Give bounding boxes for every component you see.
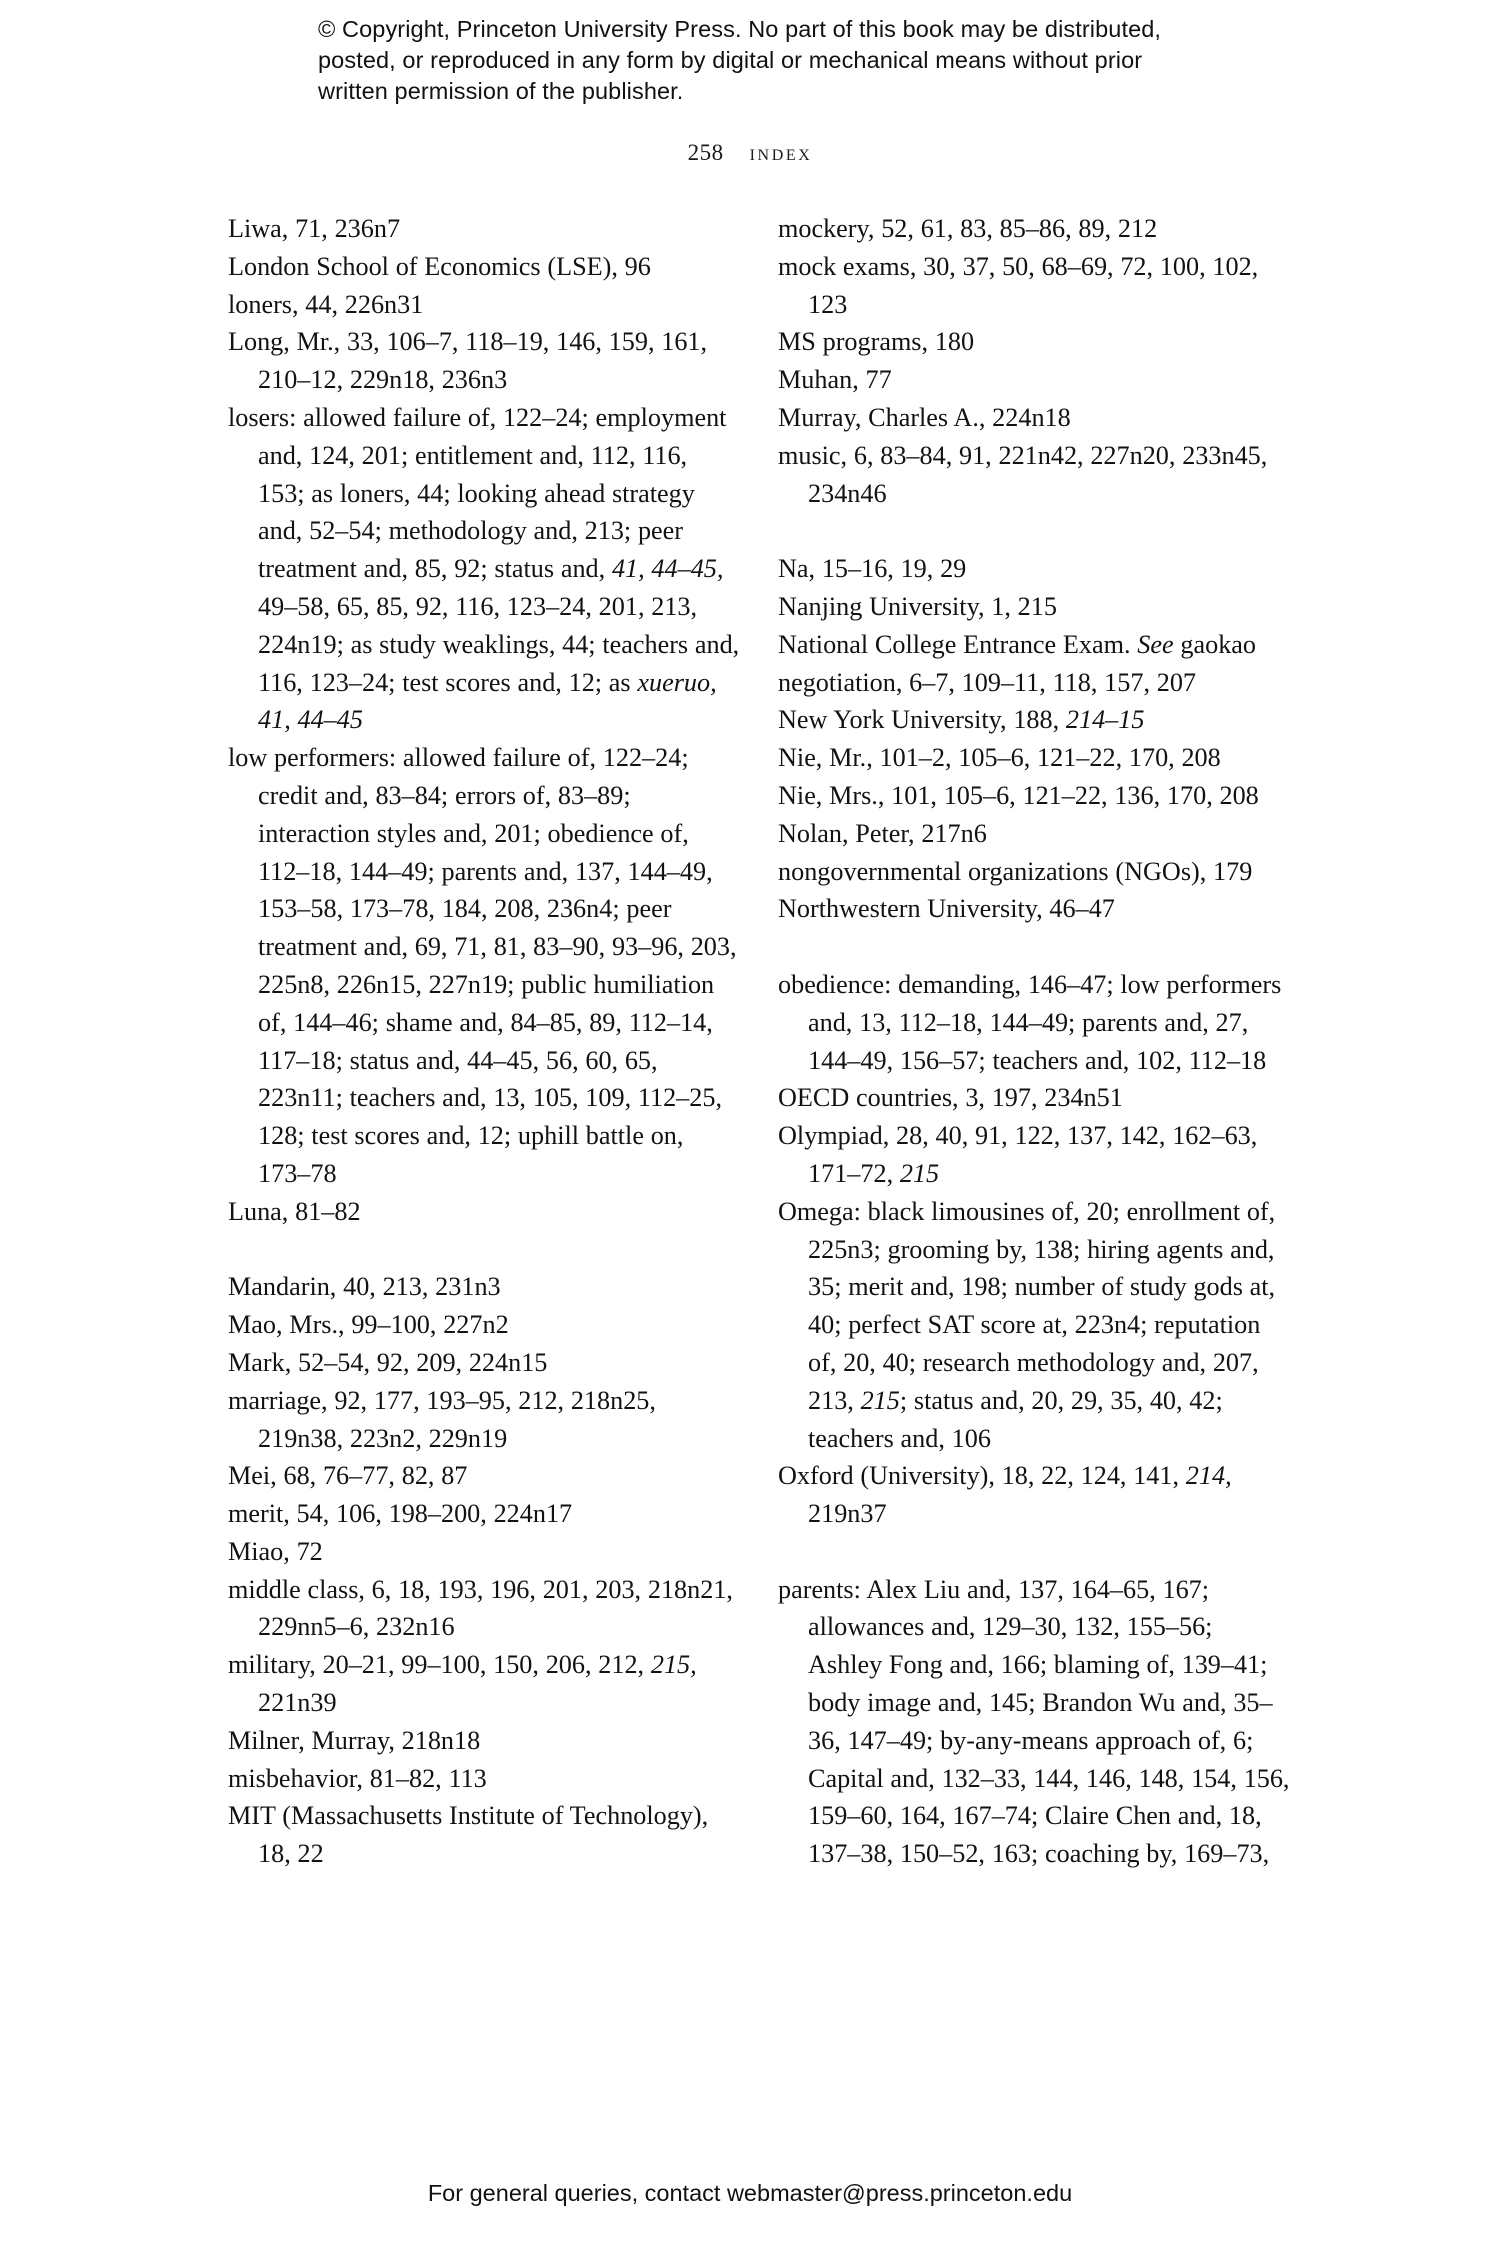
page-folio: 258 (687, 140, 724, 165)
index-entry-middle-class: middle class, 6, 18, 193, 196, 201, 203, 218n21, 229nn5–6, 232n16 (228, 1574, 733, 1642)
index-entry-national-college-entrance-exam: National College Entrance Exam. See gaokao (778, 629, 1257, 659)
index-entry-parents: parents: Alex Liu and, 137, 164–65, 167; allowances and, 129–30, 132, 155–56; Ashley Fong and, 166; blaming of, 139–41; body image and, 145; Brandon Wu and, 35–36, 147–49; by-any-means approach of, 6; Capital and, 132–33, 144, 146, 148, 154, 156, 159–60, 164, 167–74; Claire Chen and, 18, 137–38, 150–52, 163; coaching by, 169–73, (778, 1574, 1290, 1869)
index-entry-marriage: marriage, 92, 177, 193–95, 212, 218n25, 219n38, 223n2, 229n19 (228, 1385, 656, 1453)
index-entry-london-school-of-economics: London School of Economics (LSE), 96 (228, 251, 651, 281)
index-entry-mao-mrs: Mao, Mrs., 99–100, 227n2 (228, 1310, 509, 1340)
index-entry-oxford-university: Oxford (University), 18, 22, 124, 141, 214, 219n37 (778, 1461, 1232, 1529)
index-entry-murray-charles-a: Murray, Charles A., 224n18 (778, 402, 1071, 432)
copyright-notice: © Copyright, Princeton University Press. No part of this book may be distributed, posted, or reproduced in any form by digital or mechanical means without prior written permission of the publisher. (318, 16, 1162, 104)
index-entry-oecd-countries: OECD countries, 3, 197, 234n51 (778, 1083, 1123, 1113)
index-entry-mei: Mei, 68, 76–77, 82, 87 (228, 1461, 468, 1491)
index-entry-mit: MIT (Massachusetts Institute of Technology), 18, 22 (228, 1801, 709, 1869)
index-entry-low-performers: low performers: allowed failure of, 122–24; credit and, 83–84; errors of, 83–89; interaction styles and, 201; obedience of, 112–18, 144–49; parents and, 137, 144–49, 153–58, 173–78, 184, 208, 236n4; peer treatment and, 69, 71, 81, 83–90, 93–96, 203, 225n8, 226n15, 227n19; public humiliation of, 144–46; shame and, 84–85, 89, 112–14, 117–18; status and, 44–45, 56, 60, 65, 223n11; teachers and, 13, 105, 109, 112–25, 128; test scores and, 12; uphill battle on, 173–78 (228, 743, 737, 1188)
index-column-right (778, 210, 1290, 1873)
index-entry-mandarin: Mandarin, 40, 213, 231n3 (228, 1272, 501, 1302)
index-entry-losers: losers: allowed failure of, 122–24; employment and, 124, 201; entitlement and, 112, 116, 153; as loners, 44; looking ahead strategy and, 52–54; methodology and, 213; peer treatment and, 85, 92; status and, 41, 44–45, 49–58, 65, 85, 92, 116, 123–24, 201, 213, 224n19; as study weaklings, 44; teachers and, 116, 123–24; test scores and, 12; as xueruo, 41, 44–45 (228, 402, 740, 735)
index-entry-nie-mr: Nie, Mr., 101–2, 105–6, 121–22, 170, 208 (778, 743, 1221, 773)
index-entry-nongovernmental-organizations: nongovernmental organizations (NGOs), 179 (778, 856, 1253, 886)
index-entry-nolan-peter: Nolan, Peter, 217n6 (778, 818, 987, 848)
index-entry-military: military, 20–21, 99–100, 150, 206, 212, 215, 221n39 (228, 1650, 697, 1718)
index-entry-music: music, 6, 83–84, 91, 221n42, 227n20, 233n45, 234n46 (778, 440, 1268, 508)
index-entry-merit: merit, 54, 106, 198–200, 224n17 (228, 1499, 573, 1529)
index-entry-muhan: Muhan, 77 (778, 365, 892, 395)
index-entry-northwestern-university: Northwestern University, 46–47 (778, 894, 1115, 924)
index-entry-miao: Miao, 72 (228, 1536, 323, 1566)
index-entry-new-york-university: New York University, 188, 214–15 (778, 705, 1145, 735)
index-column-left (228, 210, 740, 1873)
index-entry-mock-exams: mock exams, 30, 37, 50, 68–69, 72, 100, 102, 123 (778, 251, 1259, 319)
index-entry-liwa: Liwa, 71, 236n7 (228, 214, 401, 243)
index-entry-nanjing-university: Nanjing University, 1, 215 (778, 591, 1057, 621)
index-entry-na: Na, 15–16, 19, 29 (778, 554, 967, 584)
index-entry-mockery: mockery, 52, 61, 83, 85–86, 89, 212 (778, 214, 1158, 243)
index-entry-nie-mrs: Nie, Mrs., 101, 105–6, 121–22, 136, 170, 208 (778, 780, 1259, 810)
running-head (0, 140, 1500, 166)
running-head-title: index (749, 140, 813, 165)
index-entry-obedience: obedience: demanding, 146–47; low performers and, 13, 112–18, 144–49; parents and, 27, 144–49, 156–57; teachers and, 102, 112–18 (778, 969, 1282, 1075)
index-entry-misbehavior: misbehavior, 81–82, 113 (228, 1763, 487, 1793)
index-entry-long-mr: Long, Mr., 33, 106–7, 118–19, 146, 159, 161, 210–12, 229n18, 236n3 (228, 327, 708, 395)
index-entry-mark: Mark, 52–54, 92, 209, 224n15 (228, 1347, 548, 1377)
index-body (0, 210, 1500, 2110)
index-entry-loners: loners, 44, 226n31 (228, 289, 424, 319)
index-entry-milner-murray: Milner, Murray, 218n18 (228, 1725, 481, 1755)
footer-notice: For general queries, contact webmaster@press.princeton.edu (427, 2180, 1073, 2206)
index-entry-omega: Omega: black limousines of, 20; enrollment of, 225n3; grooming by, 138; hiring agents and, 35; merit and, 198; number of study gods at, 40; perfect SAT score at, 223n4; reputation of, 20, 40; research methodology and, 207, 213, 215; status and, 20, 29, 35, 40, 42; teachers and, 106 (778, 1196, 1276, 1453)
index-entry-olympiad: Olympiad, 28, 40, 91, 122, 137, 142, 162–63, 171–72, 215 (778, 1121, 1258, 1188)
index-entry-luna: Luna, 81–82 (228, 1196, 361, 1226)
index-entry-ms-programs: MS programs, 180 (778, 327, 975, 357)
index-entry-negotiation: negotiation, 6–7, 109–11, 118, 157, 207 (778, 667, 1197, 697)
